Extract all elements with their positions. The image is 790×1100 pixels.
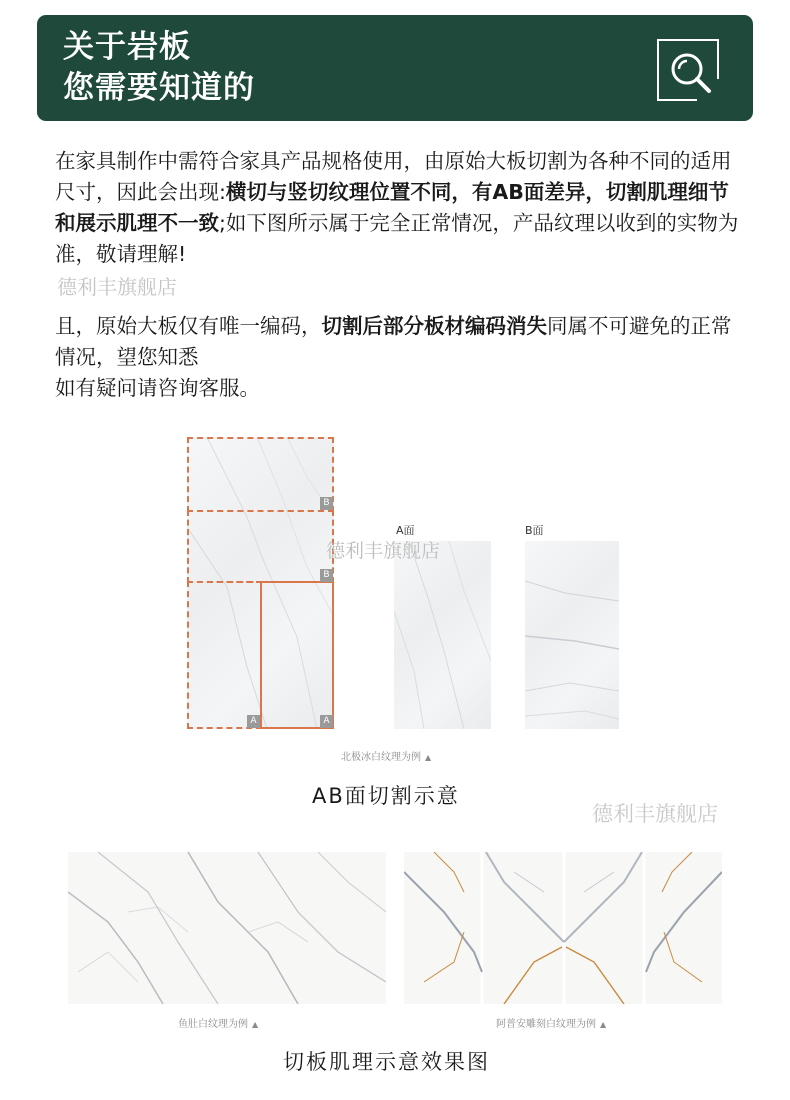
watermark-right: 德利丰旗舰店 bbox=[592, 802, 718, 826]
cut-piece-b1 bbox=[187, 437, 334, 512]
intro-text: 在家具制作中需符合家具产品规格使用，由原始大板切割为各种不同的适用尺寸，因此会出现: bbox=[55, 149, 732, 204]
magnifier-icon bbox=[657, 39, 719, 101]
right-caption-text: 阿普安雕刻白纹理为例 bbox=[496, 1019, 596, 1030]
header-banner bbox=[37, 15, 753, 121]
watermark: 德利丰旗舰店 bbox=[57, 275, 177, 299]
face-b-label: B面 bbox=[525, 524, 544, 537]
tag-b1: B bbox=[320, 497, 333, 510]
left-caption-text: 鱼肚白纹理为例 bbox=[178, 1019, 248, 1030]
triangle-up-icon: ▲ bbox=[425, 753, 432, 762]
ab-diagram-caption bbox=[341, 748, 431, 763]
cut-piece-a1 bbox=[187, 581, 262, 729]
intro-text-end: ;如下图所示属于完全正常情况，产品纹理以收到的实物为准，敬请理解! bbox=[55, 211, 739, 266]
face-b-slab bbox=[525, 541, 619, 729]
contact-service-text: 如有疑问请咨询客服。 bbox=[55, 376, 260, 400]
cut-piece-b2 bbox=[187, 510, 334, 583]
intro-paragraph-2 bbox=[55, 311, 745, 373]
code-text-end: 同属不可避免的正常情况，望您知悉 bbox=[55, 314, 732, 369]
face-a-label: A面 bbox=[396, 524, 415, 537]
title-line-1: 关于岩板 bbox=[63, 29, 191, 65]
triangle-up-icon: ▲ bbox=[600, 1020, 607, 1029]
ab-diagram-title: AB面切割示意 bbox=[312, 784, 460, 808]
code-text: 且，原始大板仅有唯一编码， bbox=[55, 314, 322, 338]
apuan-caption bbox=[496, 1015, 606, 1030]
ab-caption-text: 北极冰白纹理为例 bbox=[341, 752, 421, 763]
tag-b2: B bbox=[320, 569, 333, 582]
apuan-carved-white-marble-image bbox=[404, 852, 722, 1004]
texture-title: 切板肌理示意效果图 bbox=[283, 1050, 490, 1074]
face-a-slab bbox=[394, 541, 491, 729]
tag-a1: A bbox=[247, 715, 260, 728]
title-line-2: 您需要知道的 bbox=[63, 70, 255, 106]
cut-piece-a2 bbox=[260, 581, 334, 729]
intro-paragraph-1 bbox=[55, 146, 745, 270]
triangle-up-icon: ▲ bbox=[252, 1020, 259, 1029]
watermark-diagram: 德利丰旗舰店 bbox=[326, 540, 441, 562]
page-title bbox=[63, 27, 255, 109]
intro-bold-text: 横切与竖切纹理位置不同，有AB面差异，切割肌理细节和展示肌理不一致 bbox=[55, 180, 729, 235]
fish-belly-white-marble-image bbox=[68, 852, 386, 1004]
tag-a2: A bbox=[320, 715, 333, 728]
fish-belly-caption bbox=[178, 1015, 258, 1030]
code-bold-text: 切割后部分板材编码消失 bbox=[321, 314, 547, 338]
